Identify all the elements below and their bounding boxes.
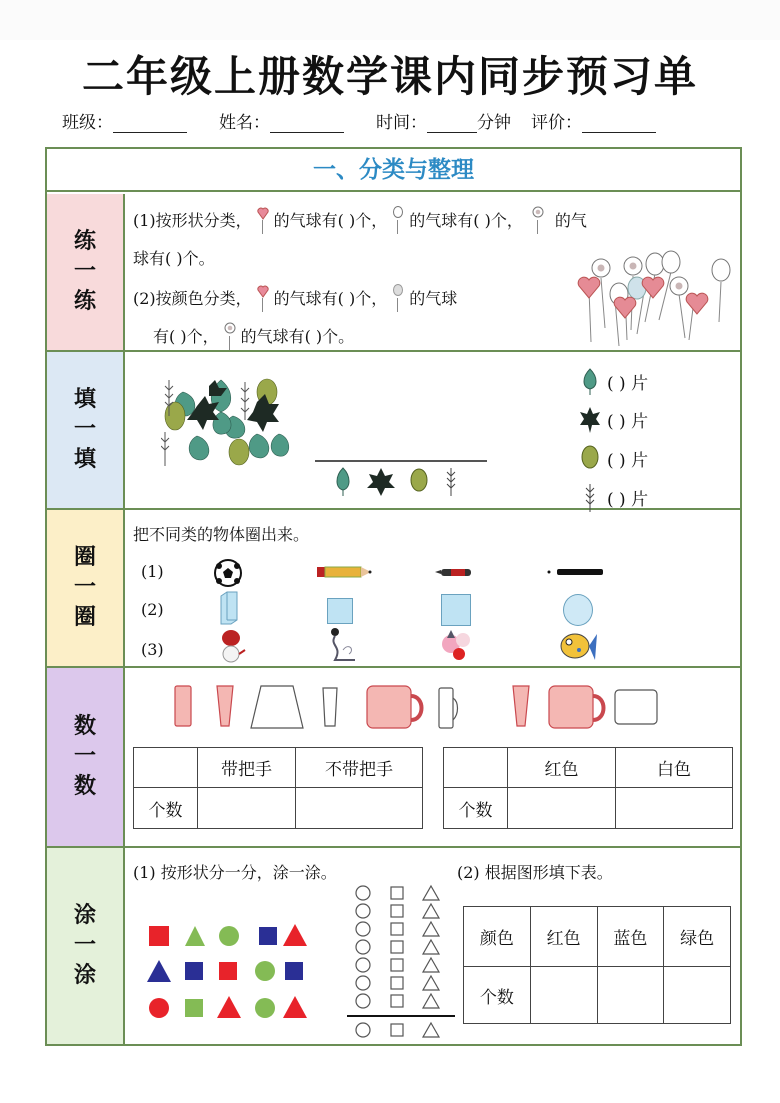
label-char: 一: [73, 744, 96, 769]
square-icon[interactable]: [441, 594, 471, 626]
olive-leaf-icon: [579, 444, 601, 472]
leaf-pile-image: [161, 376, 291, 468]
flower-balloon-icon: [223, 322, 237, 348]
label-char: 练: [73, 289, 96, 314]
label-char: 填: [73, 387, 96, 412]
maple-leaf-icon: [579, 405, 601, 433]
pencil-icon[interactable]: [317, 566, 373, 578]
table-header-cell: 蓝色: [597, 907, 664, 967]
class-field[interactable]: [113, 113, 187, 133]
answer-blank[interactable]: ( ) 片: [607, 450, 649, 471]
question-1-line-1: [133, 206, 587, 232]
label-char: 填: [73, 447, 96, 472]
count-content: [127, 668, 740, 846]
leaf-answer-list: [579, 362, 729, 516]
row-color: [47, 848, 740, 1044]
worksheet: [45, 147, 742, 1046]
swan-icon[interactable]: [325, 626, 361, 664]
flowers-icon[interactable]: [439, 628, 475, 662]
flower-balloon-icon: [531, 206, 545, 232]
circle-content: [127, 510, 740, 666]
page-title: 二年级上册数学课内同步预习单: [81, 52, 698, 101]
pen-icon[interactable]: [435, 566, 477, 578]
answer-blank[interactable]: ( ) 片: [607, 489, 649, 510]
answer-blank[interactable]: ( ) 片: [607, 373, 649, 394]
row-count: [47, 668, 740, 848]
top-strip: [0, 0, 780, 40]
row-circle: [47, 510, 740, 668]
name-label: 姓名：: [219, 113, 270, 133]
answer-blank[interactable]: ( ) 片: [607, 411, 649, 432]
time-unit: 分钟: [477, 113, 511, 133]
answer-maple-leaf: [579, 400, 729, 438]
q-text: 的气球有( )个，: [273, 211, 388, 230]
balloon-bunch-image: [575, 250, 735, 346]
table-header-cell: 带把手: [198, 748, 296, 788]
teal-leaf-icon: [579, 367, 601, 395]
question-2-line-2: [153, 322, 354, 348]
table-header-cell: 绿色: [664, 907, 731, 967]
name-field[interactable]: [270, 113, 344, 133]
answer-cell[interactable]: [198, 788, 296, 829]
leaf-types-row: [333, 466, 463, 496]
label-char: 圈: [73, 605, 96, 630]
grey-balloon-icon: [391, 284, 405, 310]
answer-teal-leaf: [579, 362, 729, 400]
table-header-cell: 红色: [508, 748, 616, 788]
q-text: (1)按形状分类，: [133, 211, 252, 230]
label-char: 数: [73, 774, 96, 799]
q-text: 的气球: [409, 289, 458, 308]
label-char: 一: [73, 575, 96, 600]
time-field[interactable]: [427, 113, 477, 133]
fish-icon[interactable]: [559, 630, 599, 664]
soccer-ball-icon[interactable]: [213, 558, 243, 588]
item-num-2: (2): [141, 600, 164, 619]
table-header-cell: 不带把手: [296, 748, 423, 788]
fern-leaf-icon: [579, 482, 601, 512]
eval-label: 评价：: [531, 113, 582, 133]
label-char: 数: [73, 714, 96, 739]
label-char: 一: [73, 933, 96, 958]
table-header-cell: 颜色: [464, 907, 531, 967]
time-label: 时间：: [376, 113, 427, 133]
row-label-practice: [47, 194, 125, 350]
label-char: 涂: [73, 963, 96, 988]
cups-row-image: [173, 682, 693, 732]
item-num-3: (3): [141, 640, 164, 659]
table-row-label: 个数: [134, 788, 198, 829]
class-label: 班级：: [62, 113, 113, 133]
label-char: 圈: [73, 545, 96, 570]
practice-content: [127, 194, 740, 350]
row-label-count: [47, 668, 125, 846]
row-practice: [47, 194, 740, 352]
handle-count-table: [133, 747, 423, 829]
answer-cell[interactable]: [296, 788, 423, 829]
table-header-cell: 红色: [530, 907, 597, 967]
row-label-fill: [47, 352, 125, 508]
color-count-table: [443, 747, 733, 829]
row-label-circle: [47, 510, 125, 666]
circle-instruction: 把不同类的物体圈出来。: [133, 525, 310, 544]
fill-content: [127, 352, 740, 508]
label-char: 涂: [73, 903, 96, 928]
color-content: [127, 848, 740, 1044]
answer-cell[interactable]: [530, 967, 597, 1024]
table-row-label: 个数: [464, 967, 531, 1024]
row-label-color: [47, 848, 125, 1044]
q-text: 有( )个，: [153, 327, 219, 346]
row-fill: [47, 352, 740, 510]
answer-cell[interactable]: [508, 788, 616, 829]
table-header-cell: 白色: [616, 748, 733, 788]
section-title: 一、分类与整理: [47, 149, 740, 192]
q-text: 的气球有( )个，: [409, 211, 523, 230]
round-balloon-icon: [391, 206, 405, 232]
q-text: 的气: [554, 211, 587, 230]
answer-cell[interactable]: [664, 967, 731, 1024]
answer-cell[interactable]: [597, 967, 664, 1024]
answer-cell[interactable]: [616, 788, 733, 829]
color-count-table-2: [463, 906, 731, 1024]
q-text: 的气球有( )个，: [273, 289, 388, 308]
question-2: (2) 根据图形填下表。: [457, 863, 613, 882]
dog-icon[interactable]: [219, 628, 247, 664]
table-row-label: 个数: [444, 788, 508, 829]
question-2-line-1: [133, 284, 457, 310]
label-char: 一: [73, 259, 96, 284]
q-text: 的气球有( )个。: [240, 327, 355, 346]
item-num-1: (1): [141, 562, 164, 581]
marker-icon[interactable]: [547, 568, 603, 576]
table-header-cell: [444, 748, 508, 788]
question-1: (1) 按形状分一分，涂一涂。: [133, 863, 337, 882]
small-square-icon[interactable]: [327, 598, 353, 624]
baseline-divider: [315, 460, 487, 462]
circle-icon[interactable]: [563, 594, 593, 626]
heart-balloon-icon: [256, 284, 270, 310]
heart-balloon-icon: [256, 206, 270, 232]
label-char: 练: [73, 229, 96, 254]
eval-field[interactable]: [582, 113, 656, 133]
answer-olive-leaf: [579, 438, 729, 478]
question-1-line-2: 球有( )个。: [133, 249, 215, 268]
shape-outline-chart[interactable]: [345, 884, 457, 1040]
q-text: (2)按颜色分类，: [133, 289, 252, 308]
label-char: 一: [73, 417, 96, 442]
cuboid-icon[interactable]: [219, 590, 239, 626]
table-header-cell: [134, 748, 198, 788]
info-line: [62, 108, 742, 133]
colored-shapes-grid: [147, 924, 307, 1024]
